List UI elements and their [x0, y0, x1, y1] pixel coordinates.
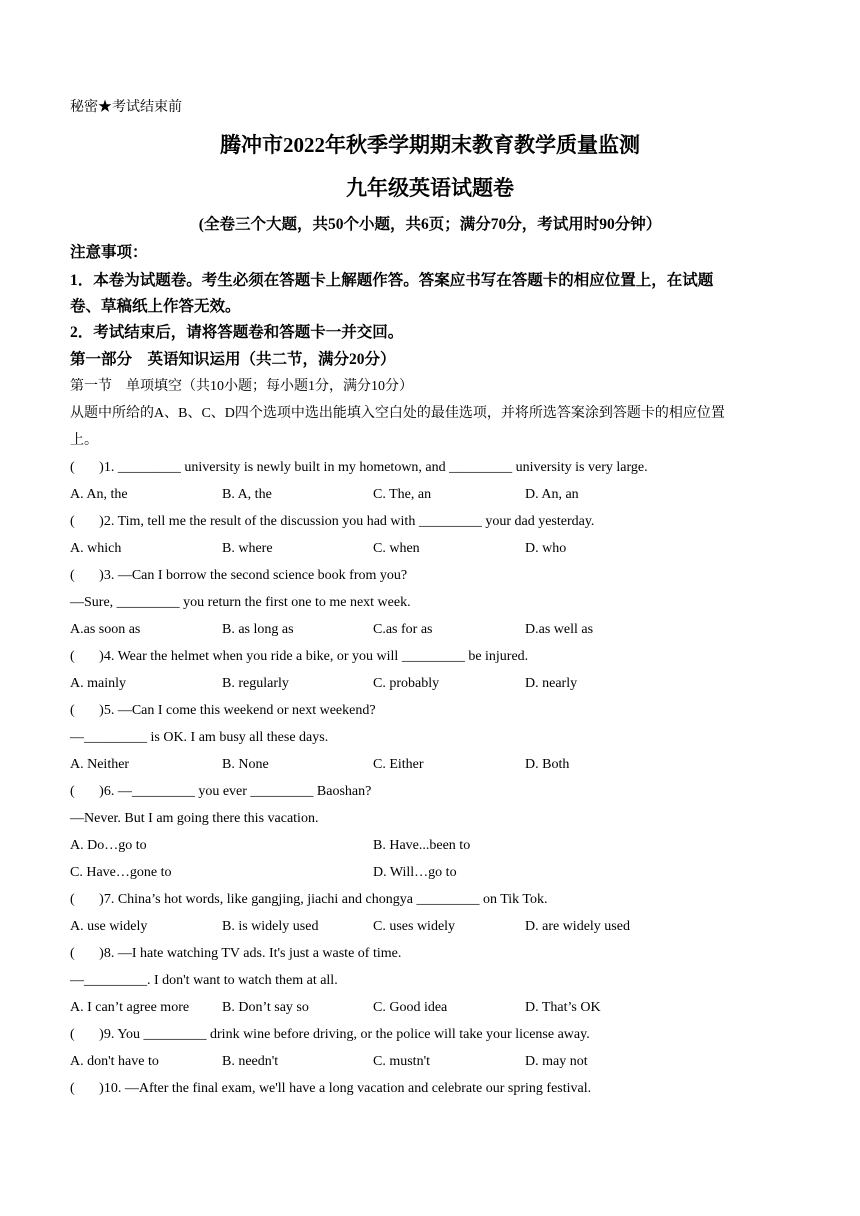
option-c: C. Have…gone to — [70, 865, 172, 880]
question-text: )10. —After the final exam, we'll have a long vacation and celebrate our spring festival. — [74, 1081, 592, 1096]
note-item-1-line-2: 卷、草稿纸上作答无效。 — [70, 298, 241, 315]
question-4 — [70, 647, 528, 667]
option-a: A. I can’t agree more — [70, 1000, 190, 1015]
note-item-2: 2．考试结束后，请将答题卷和答题卡一并交回。 — [70, 324, 404, 341]
option-d: D. may not — [525, 1054, 588, 1069]
option-d: D. who — [525, 541, 567, 556]
confidential-label: 秘密★考试结束前 — [70, 100, 182, 115]
option-c: C. probably — [373, 676, 440, 691]
option-b: B. A, the — [222, 487, 272, 502]
option-a: A. Neither — [70, 757, 130, 772]
question-5 — [70, 701, 376, 721]
question-5-options — [70, 755, 790, 775]
section1-heading: 第一节 单项填空（共10小题；每小题1分，满分10分） — [70, 379, 413, 394]
question-text: )2. Tim, tell me the result of the discussion you had with _________ your dad yesterday. — [74, 514, 595, 529]
exam-title: 腾冲市2022年秋季学期期末教育教学质量监测 — [220, 133, 640, 157]
question-text: )9. You _________ drink wine before driving, or the police will take your license away. — [74, 1027, 590, 1042]
option-c: C. Either — [373, 757, 424, 772]
question-5-reply: —_________ is OK. I am busy all these days. — [70, 730, 329, 745]
question-6 — [70, 782, 371, 802]
question-3 — [70, 566, 407, 586]
question-10 — [70, 1079, 591, 1099]
option-a: A. Do…go to — [70, 838, 147, 853]
question-6-options-row-1 — [70, 836, 790, 856]
question-text: )7. China’s hot words, like gangjing, jiachi and chongya _________ on Tik Tok. — [74, 892, 548, 907]
option-d: D. are widely used — [525, 919, 630, 934]
question-text: )1. _________ university is newly built in my hometown, and _________ university is very large. — [74, 460, 648, 475]
option-a: A. mainly — [70, 676, 126, 691]
notes-heading: 注意事项： — [70, 244, 148, 261]
option-c: C. mustn't — [373, 1054, 430, 1069]
option-a: A. don't have to — [70, 1054, 159, 1069]
exam-info: (全卷三个大题，共50个小题，共6页；满分70分，考试用时90分钟） — [198, 216, 662, 233]
answer-paren: ( — [70, 514, 75, 529]
question-text: )4. Wear the helmet when you ride a bike, or you will _________ be injured. — [74, 649, 529, 664]
option-b: B. where — [222, 541, 273, 556]
option-d: D.as well as — [525, 622, 594, 637]
option-b: B. is widely used — [222, 919, 319, 934]
option-c: C. uses widely — [373, 919, 456, 934]
question-4-options — [70, 674, 790, 694]
option-b: B. Don’t say so — [222, 1000, 309, 1015]
question-text: )3. —Can I borrow the second science book from you? — [74, 568, 408, 583]
answer-paren: ( — [70, 568, 75, 583]
question-7 — [70, 890, 547, 910]
option-a: A. use widely — [70, 919, 148, 934]
option-b: B. as long as — [222, 622, 294, 637]
option-d: D. nearly — [525, 676, 578, 691]
question-1-options — [70, 485, 790, 505]
option-c: C. The, an — [373, 487, 432, 502]
question-9 — [70, 1025, 590, 1045]
option-c: C. Good idea — [373, 1000, 448, 1015]
option-a: A. which — [70, 541, 122, 556]
question-6-options-row-2 — [70, 863, 790, 883]
option-a: A.as soon as — [70, 622, 141, 637]
question-text: )5. —Can I come this weekend or next weekend? — [74, 703, 376, 718]
question-text: )8. —I hate watching TV ads. It's just a waste of time. — [74, 946, 402, 961]
instruction-line-1: 从题中所给的A、B、C、D四个选项中选出能填入空白处的最佳选项，并将所选答案涂到答题卡的相应位置 — [70, 406, 725, 421]
question-8-reply: —_________. I don't want to watch them at all. — [70, 973, 338, 988]
option-a: A. An, the — [70, 487, 128, 502]
part1-heading: 第一部分 英语知识运用（共二节，满分20分） — [70, 351, 396, 368]
option-b: B. regularly — [222, 676, 289, 691]
option-b: B. needn't — [222, 1054, 279, 1069]
answer-paren: ( — [70, 892, 75, 907]
question-3-options — [70, 620, 790, 640]
answer-paren: ( — [70, 946, 75, 961]
question-2-options — [70, 539, 790, 559]
exam-subject-title: 九年级英语试题卷 — [346, 176, 514, 200]
option-c: C.as for as — [373, 622, 433, 637]
answer-paren: ( — [70, 649, 75, 664]
option-d: D. Both — [525, 757, 570, 772]
option-c: C. when — [373, 541, 420, 556]
question-text: )6. —_________ you ever _________ Baoshan? — [74, 784, 372, 799]
option-d: D. Will…go to — [373, 865, 457, 880]
question-8-options — [70, 998, 790, 1018]
question-6-reply: —Never. But I am going there this vacation. — [70, 811, 319, 826]
note-item-1-line-1: 1．本卷为试题卷。考生必须在答题卡上解题作答。答案应书写在答题卡的相应位置上，在试题 — [70, 272, 714, 289]
question-7-options — [70, 917, 790, 937]
question-3-reply: —Sure, _________ you return the first one to me next week. — [70, 595, 411, 610]
option-d: D. An, an — [525, 487, 579, 502]
option-b: B. None — [222, 757, 269, 772]
answer-paren: ( — [70, 1081, 75, 1096]
question-9-options — [70, 1052, 790, 1072]
answer-paren: ( — [70, 784, 75, 799]
question-8 — [70, 944, 401, 964]
answer-paren: ( — [70, 1027, 75, 1042]
answer-paren: ( — [70, 703, 75, 718]
option-b: B. Have...been to — [373, 838, 471, 853]
option-d: D. That’s OK — [525, 1000, 601, 1015]
question-1 — [70, 458, 648, 478]
answer-paren: ( — [70, 460, 75, 475]
question-2 — [70, 512, 594, 532]
instruction-line-2: 上。 — [70, 433, 98, 448]
